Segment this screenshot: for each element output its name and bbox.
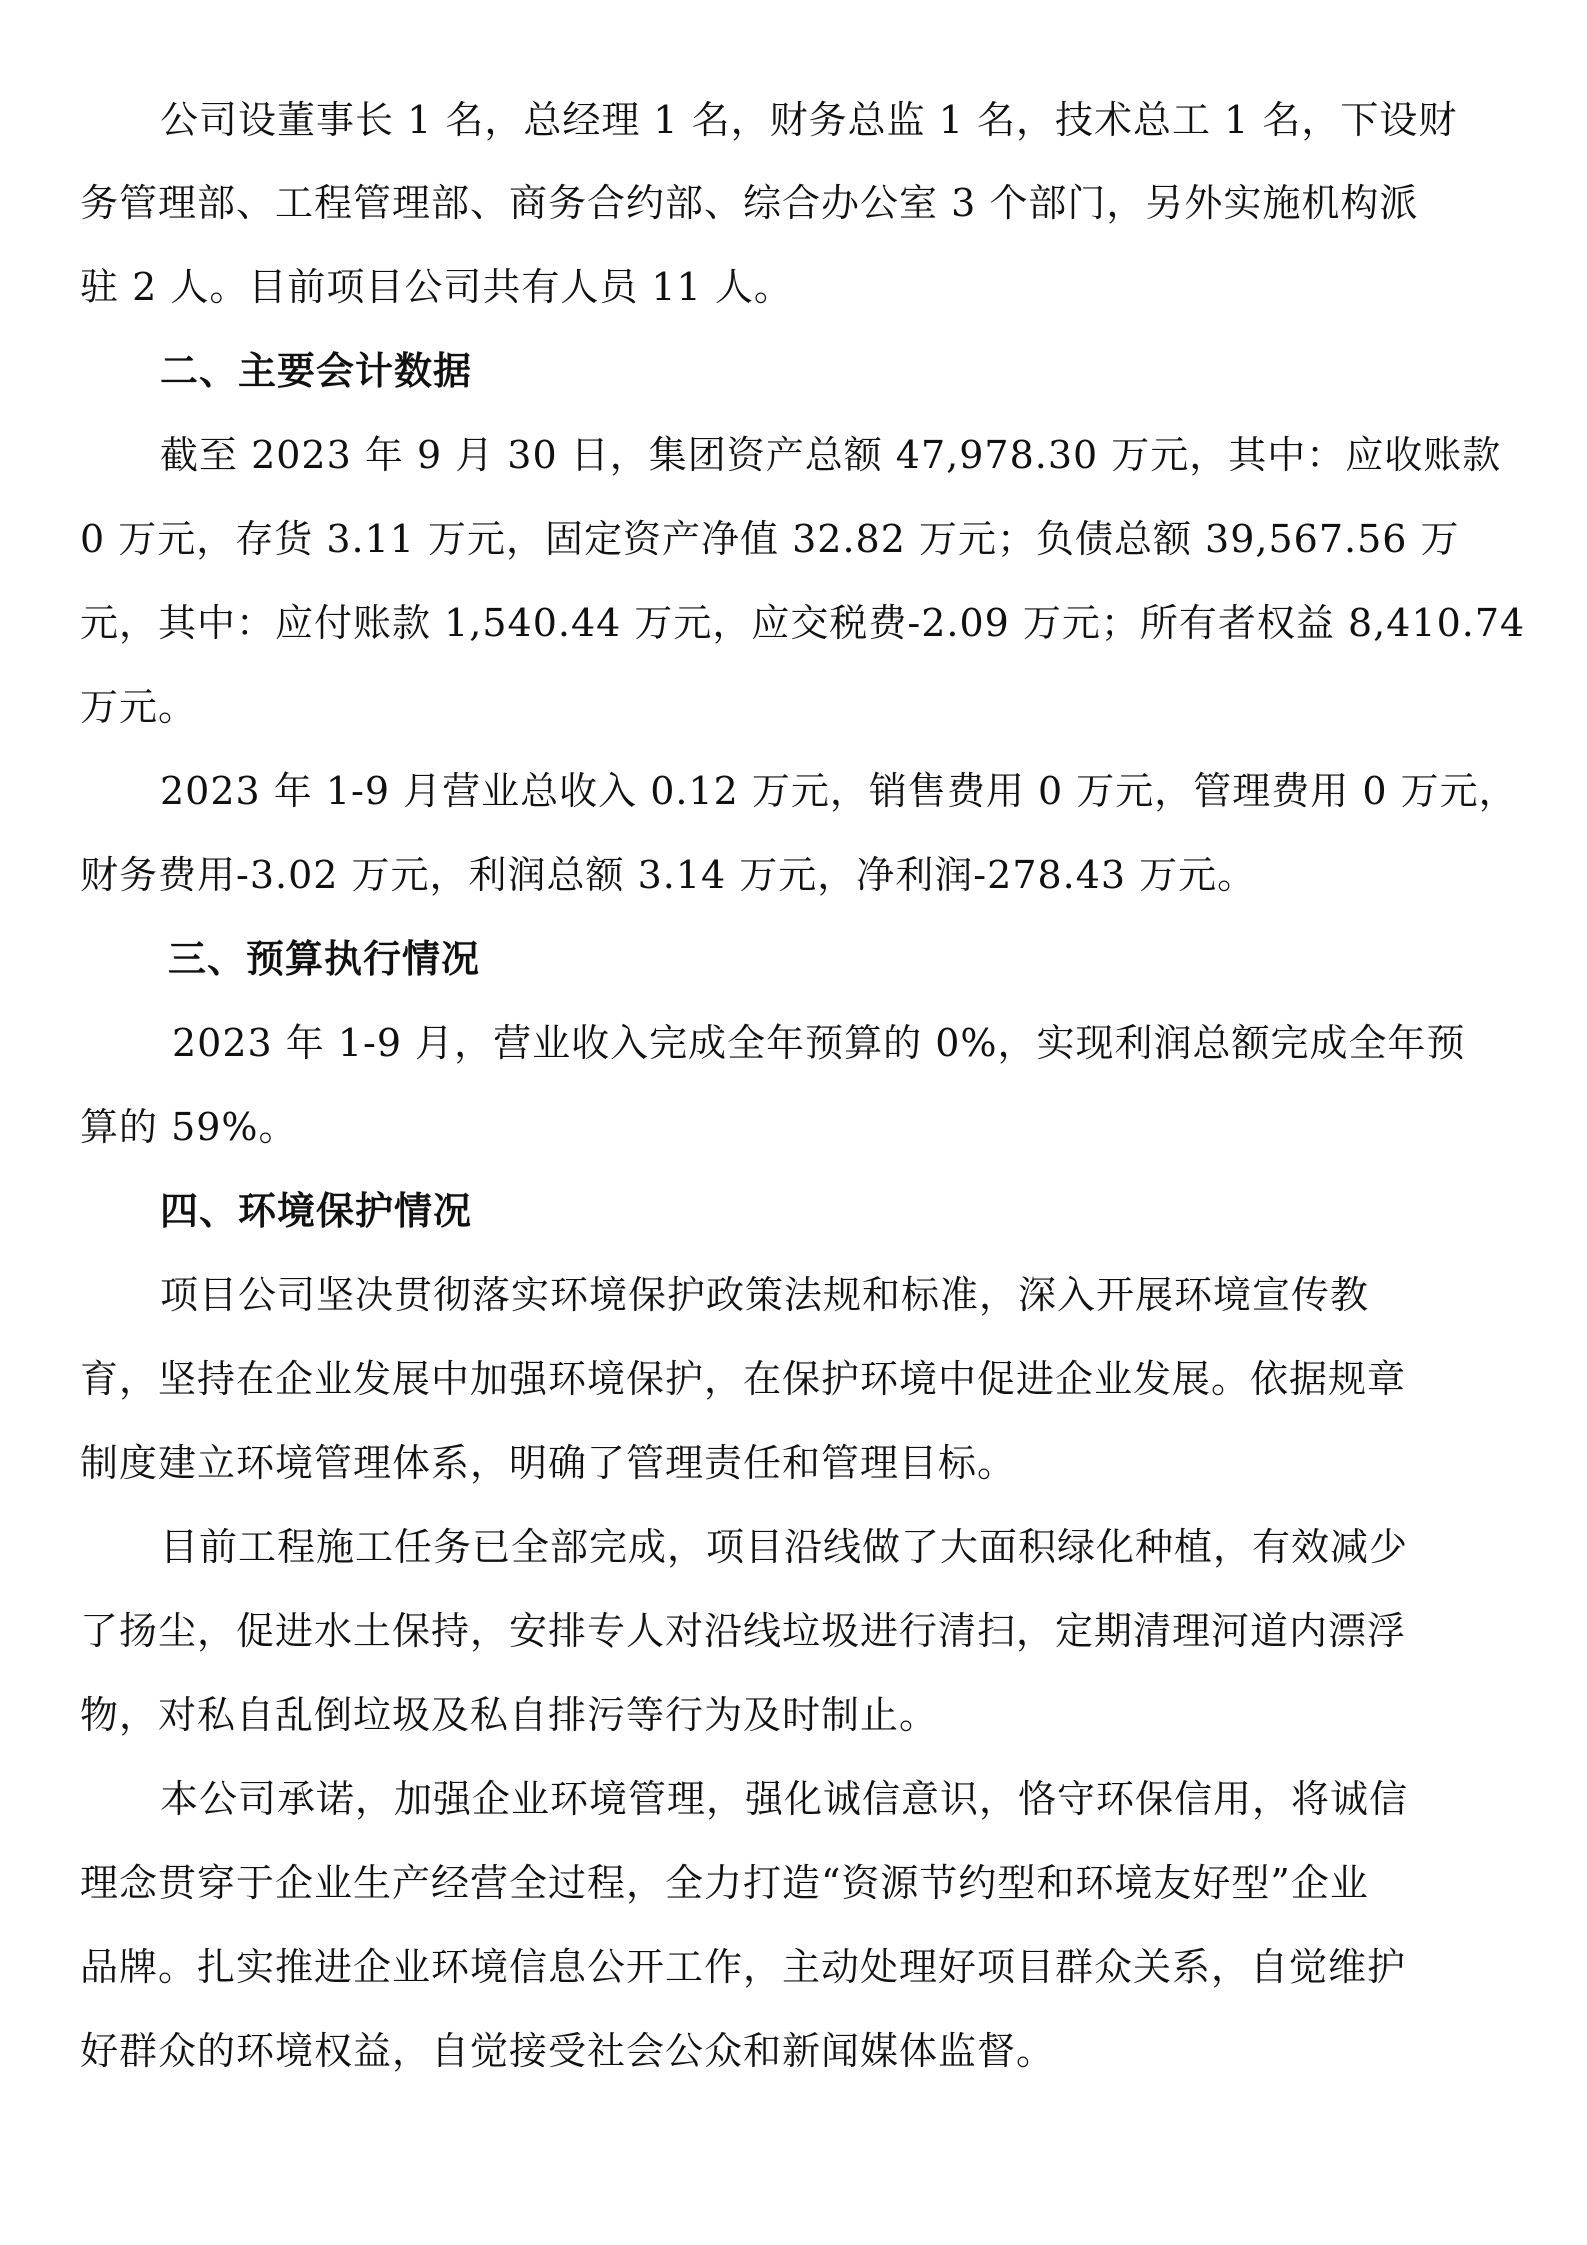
section-heading: 四、环境保护情况 bbox=[160, 1189, 473, 1233]
paragraph-line: 项目公司坚决贯彻落实环境保护政策法规和标准，深入开展环境宣传教 bbox=[160, 1273, 1370, 1317]
section-heading: 二、主要会计数据 bbox=[160, 349, 473, 393]
paragraph-line: 公司设董事长 1 名，总经理 1 名，财务总监 1 名，技术总工 1 名，下设财 bbox=[160, 98, 1458, 142]
section-heading: 三、预算执行情况 bbox=[168, 937, 481, 981]
paragraph-line: 制度建立环境管理体系，明确了管理责任和管理目标。 bbox=[80, 1441, 1017, 1485]
paragraph-line: 2023 年 1-9 月，营业收入完成全年预算的 0%，实现利润总额完成全年预 bbox=[172, 1021, 1466, 1065]
paragraph-line: 万元。 bbox=[80, 685, 198, 729]
paragraph-line: 本公司承诺，加强企业环境管理，强化诚信意识，恪守环保信用，将诚信 bbox=[160, 1777, 1409, 1821]
paragraph-line: 品牌。扎实推进企业环境信息公开工作，主动处理好项目群众关系，自觉维护 bbox=[80, 1945, 1407, 1989]
paragraph-line: 2023 年 1-9 月营业总收入 0.12 万元，销售费用 0 万元，管理费用 0 万元， bbox=[160, 769, 1518, 813]
paragraph-line: 财务费用-3.02 万元，利润总额 3.14 万元，净利润-278.43 万元。 bbox=[80, 853, 1257, 897]
paragraph-line: 好群众的环境权益，自觉接受社会公众和新闻媒体监督。 bbox=[80, 2029, 1056, 2073]
document-page bbox=[80, 0, 1526, 2245]
paragraph-line: 育，坚持在企业发展中加强环境保护，在保护环境中促进企业发展。依据规章 bbox=[80, 1357, 1407, 1401]
paragraph-line: 了扬尘，促进水土保持，安排专人对沿线垃圾进行清扫，定期清理河道内漂浮 bbox=[80, 1609, 1407, 1653]
paragraph-line: 截至 2023 年 9 月 30 日，集团资产总额 47,978.30 万元，其中：应收账款 bbox=[160, 433, 1502, 477]
paragraph-line: 务管理部、工程管理部、商务合约部、综合办公室 3 个部门，另外实施机构派 bbox=[80, 181, 1419, 225]
paragraph-line: 理念贯穿于企业生产经营全过程，全力打造“资源节约型和环境友好型”企业 bbox=[80, 1861, 1369, 1905]
paragraph-line: 算的 59%。 bbox=[80, 1105, 298, 1149]
paragraph-line: 元，其中：应付账款 1,540.44 万元，应交税费-2.09 万元；所有者权益 8,410.74 bbox=[80, 601, 1526, 645]
paragraph-line: 目前工程施工任务已全部完成，项目沿线做了大面积绿化种植，有效减少 bbox=[160, 1525, 1409, 1569]
paragraph-line: 物，对私自乱倒垃圾及私自排污等行为及时制止。 bbox=[80, 1693, 939, 1737]
paragraph-line: 驻 2 人。目前项目公司共有人员 11 人。 bbox=[80, 265, 793, 309]
paragraph-line: 0 万元，存货 3.11 万元，固定资产净值 32.82 万元；负债总额 39,567.56 万 bbox=[80, 517, 1460, 561]
